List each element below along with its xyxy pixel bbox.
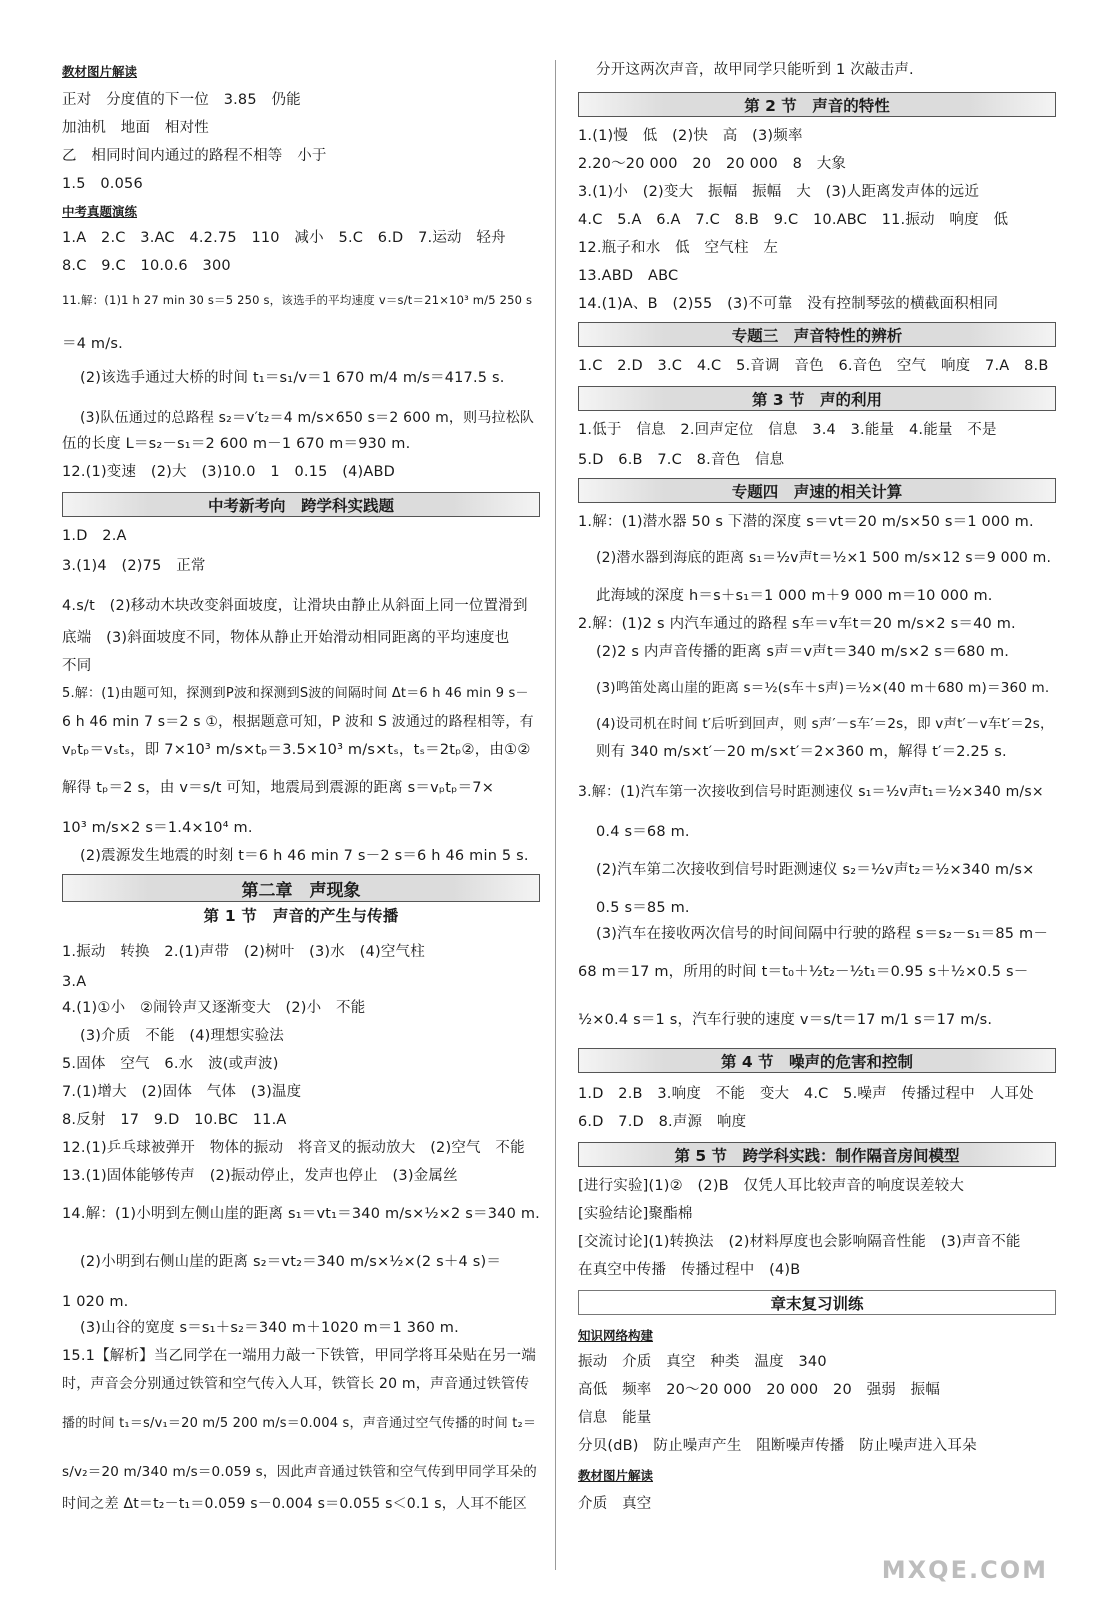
answer-line: ＝4 m/s. [62, 336, 123, 352]
answer-line: (2)震源发生地震的时刻 t＝6 h 46 min 7 s－2 s＝6 h 46 min 5 s. [80, 848, 529, 864]
answer-line: 1.C 2.D 3.C 4.C 5.音调 音色 6.音色 空气 响度 7.A 8.B [578, 358, 1049, 374]
answer-line: 13.(1)固体能够传声 (2)振动停止，发声也停止 (3)金属丝 [62, 1168, 458, 1184]
answer-line: (3)队伍通过的总路程 s₂＝v′t₂＝4 m/s×650 s＝2 600 m，则马拉松队 [80, 410, 535, 426]
answer-line: (2)小明到右侧山崖的距离 s₂＝vt₂＝340 m/s×½×(2 s＋4 s)＝ [80, 1254, 502, 1270]
section-banner: 第 4 节 噪声的危害和控制 [578, 1048, 1056, 1073]
answer-line: [实验结论]聚酯棉 [578, 1206, 693, 1222]
answer-line: (3)山谷的宽度 s＝s₁＋s₂＝340 m＋1020 m＝1 360 m. [80, 1320, 459, 1336]
section-banner: 第 3 节 声的利用 [578, 386, 1056, 411]
section-banner: 章末复习训练 [578, 1290, 1056, 1315]
answer-line: 6 h 46 min 7 s＝2 s ①，根据题意可知，P 波和 S 波通过的路程相等，有 [62, 714, 534, 730]
answer-line: 3.A [62, 974, 87, 990]
answer-line: 1.5 0.056 [62, 176, 143, 192]
subsection-heading: 知识网络构建 [578, 1328, 654, 1343]
answer-line: (3)汽车在接收两次信号的时间间隔中行驶的路程 s＝s₂－s₁＝85 m－ [596, 926, 1049, 942]
answer-line: 1.振动 转换 2.(1)声带 (2)树叶 (3)水 (4)空气柱 [62, 944, 425, 960]
answer-line: 分开这两次声音，故甲同学只能听到 1 次敲击声. [596, 62, 914, 78]
subsection-heading: 中考真题演练 [62, 204, 138, 219]
answer-line: 伍的长度 L＝s₂－s₁＝2 600 m－1 670 m＝930 m. [62, 436, 411, 452]
answer-line: (3)介质 不能 (4)理想实验法 [80, 1028, 284, 1044]
answer-line: 3.(1)小 (2)变大 振幅 振幅 大 (3)人距离发声体的远近 [578, 184, 980, 200]
answer-line: 解得 tₚ＝2 s，由 v＝s/t 可知，地震局到震源的距离 s＝vₚtₚ＝7× [62, 780, 495, 796]
answer-line: ½×0.4 s＝1 s，汽车行驶的速度 v＝s/t＝17 m/1 s＝17 m/s. [578, 1012, 993, 1028]
column-divider [555, 60, 556, 1570]
answer-line: 68 m＝17 m，所用的时间 t＝t₀＋½t₂－½t₁＝0.95 s＋½×0.5 s－ [578, 964, 1029, 980]
answer-line: 13.ABD ABC [578, 268, 679, 284]
answer-line: (2)2 s 内声音传播的距离 s声＝v声t＝340 m/s×2 s＝680 m. [596, 644, 1010, 660]
answer-line: 此海域的深度 h＝s＋s₁＝1 000 m＋9 000 m＝10 000 m. [596, 588, 993, 604]
answer-line: 6.D 7.D 8.声源 响度 [578, 1114, 747, 1130]
answer-line: 1 020 m. [62, 1294, 129, 1310]
answer-line: 在真空中传播 传播过程中 (4)B [578, 1262, 801, 1278]
answer-line: 11.解：(1)1 h 27 min 30 s＝5 250 s，该选手的平均速度 v＝s/t＝21×10³ m/5 250 s [62, 293, 533, 307]
answer-line: 时，声音会分别通过铁管和空气传入人耳，铁管长 20 m，声音通过铁管传 [62, 1376, 530, 1392]
answer-line: 2.20～20 000 20 20 000 8 大象 [578, 156, 847, 172]
answer-line: (2)潜水器到海底的距离 s₁＝½v声t＝½×1 500 m/s×12 s＝9 000 m. [596, 550, 1052, 566]
answer-line: 1.D 2.A [62, 528, 127, 544]
section-banner: 专题三 声音特性的辨析 [578, 322, 1056, 347]
answer-line: 分贝(dB) 防止噪声产生 阻断噪声传播 防止噪声进入耳朵 [578, 1438, 977, 1454]
answer-line: 正对 分度值的下一位 3.85 仍能 [62, 92, 301, 108]
section-banner: 第 5 节 跨学科实践：制作隔音房间模型 [578, 1142, 1056, 1167]
answer-line: [交流讨论](1)转换法 (2)材料厚度也会影响隔音性能 (3)声音不能 [578, 1234, 1021, 1250]
answer-line: 信息 能量 [578, 1410, 652, 1426]
answer-line: [进行实验](1)② (2)B 仅凭人耳比较声音的响度误差较大 [578, 1178, 965, 1194]
answer-line: 3.解：(1)汽车第一次接收到信号时距测速仪 s₁＝½v声t₁＝½×340 m/s× [578, 784, 1044, 800]
answer-line: 5.D 6.B 7.C 8.音色 信息 [578, 452, 785, 468]
answer-line: 1.低于 信息 2.回声定位 信息 3.4 3.能量 4.能量 不是 [578, 422, 997, 438]
section-banner: 中考新考向 跨学科实践题 [62, 492, 540, 517]
answer-line: 4.(1)①小 ②闹铃声又逐渐变大 (2)小 不能 [62, 1000, 366, 1016]
section-title: 第 1 节 声音的产生与传播 [203, 907, 399, 925]
watermark: MXQE.COM [881, 1556, 1048, 1584]
answer-line: 加油机 地面 相对性 [62, 120, 209, 136]
answer-line: 1.D 2.B 3.响度 不能 变大 4.C 5.噪声 传播过程中 人耳处 [578, 1086, 1034, 1102]
answer-line: 5.解：(1)由题可知，探测到P波和探测到S波的间隔时间 Δt＝6 h 46 min 9 s－ [62, 686, 529, 701]
answer-line: 5.固体 空气 6.水 波(或声波) [62, 1056, 279, 1072]
answer-line: (3)鸣笛处离山崖的距离 s＝½(s车＋s声)＝½×(40 m＋680 m)＝360 m. [596, 680, 1050, 696]
answer-line: 乙 相同时间内通过的路程不相等 小于 [62, 148, 327, 164]
answer-line: 1.A 2.C 3.AC 4.2.75 110 减小 5.C 6.D 7.运动 轻舟 [62, 230, 506, 246]
answer-line: 1.(1)慢 低 (2)快 高 (3)频率 [578, 128, 803, 144]
section-banner: 第 2 节 声音的特性 [578, 92, 1056, 117]
answer-line: 不同 [62, 658, 92, 674]
answer-line: 4.C 5.A 6.A 7.C 8.B 9.C 10.ABC 11.振动 响度 低 [578, 212, 1009, 228]
answer-line: 0.5 s＝85 m. [596, 900, 690, 916]
answer-line: 高低 频率 20～20 000 20 000 20 强弱 振幅 [578, 1382, 941, 1398]
answer-line: 1.解：(1)潜水器 50 s 下潜的深度 s＝vt＝20 m/s×50 s＝1 000 m. [578, 514, 1034, 530]
answer-line: (2)汽车第二次接收到信号时距测速仪 s₂＝½v声t₂＝½×340 m/s× [596, 862, 1035, 878]
answer-line: 12.(1)乒乓球被弹开 物体的振动 将音叉的振动放大 (2)空气 不能 [62, 1140, 525, 1156]
answer-line: 则有 340 m/s×t′－20 m/s×t′＝2×360 m，解得 t′＝2.25 s. [596, 744, 1007, 760]
answer-line: 14.(1)A、B (2)55 (3)不可靠 没有控制琴弦的横截面积相同 [578, 296, 999, 312]
answer-line: 时间之差 Δt＝t₂－t₁＝0.059 s－0.004 s＝0.055 s＜0.1 s，人耳不能区 [62, 1496, 527, 1512]
answer-line: 播的时间 t₁＝s/v₁＝20 m/5 200 m/s＝0.004 s，声音通过空气传播的时间 t₂＝ [62, 1416, 537, 1431]
answer-line: s/v₂＝20 m/340 m/s＝0.059 s，因此声音通过铁管和空气传到甲同学耳朵的 [62, 1464, 537, 1480]
answer-line: 8.C 9.C 10.0.6 300 [62, 258, 231, 274]
subsection-heading: 教材图片解读 [62, 64, 138, 79]
answer-line: 15.1【解析】当乙同学在一端用力敲一下铁管，甲同学将耳朵贴在另一端 [62, 1348, 537, 1364]
answer-line: 2.解：(1)2 s 内汽车通过的路程 s车＝v车t＝20 m/s×2 s＝40 m. [578, 616, 1016, 632]
answer-line: (2)该选手通过大桥的时间 t₁＝s₁/v＝1 670 m/4 m/s＝417.5 s. [80, 370, 505, 386]
answer-line: 7.(1)增大 (2)固体 气体 (3)温度 [62, 1084, 302, 1100]
answer-line: 振动 介质 真空 种类 温度 340 [578, 1354, 827, 1370]
answer-line: 10³ m/s×2 s＝1.4×10⁴ m. [62, 820, 253, 836]
answer-line: 底端 (3)斜面坡度不同，物体从静止开始滑动相同距离的平均速度也 [62, 630, 510, 646]
answer-line: 介质 真空 [578, 1496, 652, 1512]
answer-line: 12.瓶子和水 低 空气柱 左 [578, 240, 779, 256]
subsection-heading: 教材图片解读 [578, 1468, 654, 1483]
answer-line: vₚtₚ＝vₛtₛ，即 7×10³ m/s×tₚ＝3.5×10³ m/s×tₛ，tₛ＝2tₚ②，由①② [62, 742, 531, 758]
answer-line: 12.(1)变速 (2)大 (3)10.0 1 0.15 (4)ABD [62, 464, 396, 480]
answer-line: 0.4 s＝68 m. [596, 824, 690, 840]
answer-line: 3.(1)4 (2)75 正常 [62, 558, 206, 574]
answer-line: 14.解：(1)小明到左侧山崖的距离 s₁＝vt₁＝340 m/s×½×2 s＝340 m. [62, 1206, 540, 1222]
answer-line: 8.反射 17 9.D 10.BC 11.A [62, 1112, 287, 1128]
section-banner: 专题四 声速的相关计算 [578, 478, 1056, 503]
answer-line: (4)设司机在时间 t′后听到回声，则 s声′－s车′＝2s，即 v声t′－v车t′＝2s， [596, 716, 1054, 732]
answer-line: 4.s/t (2)移动木块改变斜面坡度，让滑块由静止从斜面上同一位置滑到 [62, 598, 528, 614]
chapter-title: 第二章 声现象 [62, 874, 540, 902]
